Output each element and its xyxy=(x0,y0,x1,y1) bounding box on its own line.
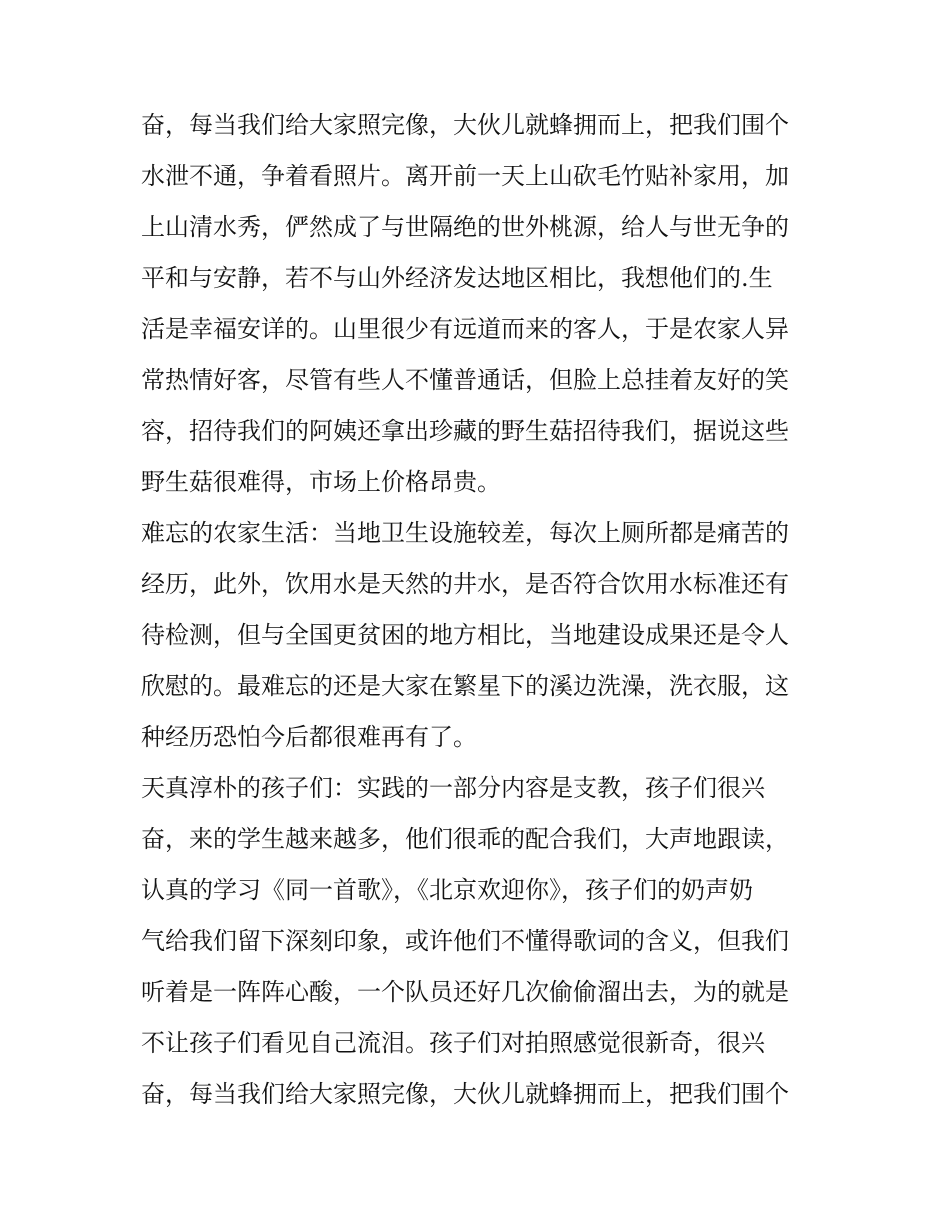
text-line: 认真的学习《同一首歌》，《北京欢迎你》，孩子们的奶声奶 xyxy=(141,876,753,904)
text-line: 气给我们留下深刻印象，或许他们不懂得歌词的含义，但我们 xyxy=(141,927,789,955)
text-line: 奋，每当我们给大家照完像，大伙儿就蜂拥而上，把我们围个 xyxy=(141,1080,789,1108)
text-line: 上山清水秀，俨然成了与世隔绝的世外桃源，给人与世无争的 xyxy=(141,213,789,241)
text-line: 奋，来的学生越来越多，他们很乖的配合我们，大声地跟读， xyxy=(141,825,789,853)
text-line: 听着是一阵阵心酸，一个队员还好几次偷偷溜出去，为的就是 xyxy=(141,978,789,1006)
text-line: 水泄不通，争着看照片。离开前一天上山砍毛竹贴补家用，加 xyxy=(141,162,789,190)
text-line: 常热情好客，尽管有些人不懂普通话，但脸上总挂着友好的笑 xyxy=(141,366,789,394)
text-line: 欣慰的。最难忘的还是大家在繁星下的溪边洗澡，洗衣服，这 xyxy=(141,672,789,700)
body-text xyxy=(141,100,821,1120)
text-line: 待检测，但与全国更贫困的地方相比，当地建设成果还是令人 xyxy=(141,621,789,649)
text-line: 天真淳朴的孩子们：实践的一部分内容是支教，孩子们很兴 xyxy=(141,774,765,802)
text-line: 不让孩子们看见自己流泪。孩子们对拍照感觉很新奇，很兴 xyxy=(141,1029,765,1057)
text-line: 平和与安静，若不与山外经济发达地区相比，我想他们的.生 xyxy=(141,264,773,292)
text-line: 容，招待我们的阿姨还拿出珍藏的野生菇招待我们，据说这些 xyxy=(141,417,789,445)
text-line: 经历，此外，饮用水是天然的井水，是否符合饮用水标准还有 xyxy=(141,570,789,598)
text-line: 野生菇很难得，市场上价格昂贵。 xyxy=(141,468,501,496)
text-line: 活是幸福安详的。山里很少有远道而来的客人，于是农家人异 xyxy=(141,315,789,343)
text-line: 奋，每当我们给大家照完像，大伙儿就蜂拥而上，把我们围个 xyxy=(141,111,789,139)
text-line: 难忘的农家生活：当地卫生设施较差，每次上厕所都是痛苦的 xyxy=(141,519,789,547)
text-line: 种经历恐怕今后都很难再有了。 xyxy=(141,723,477,751)
